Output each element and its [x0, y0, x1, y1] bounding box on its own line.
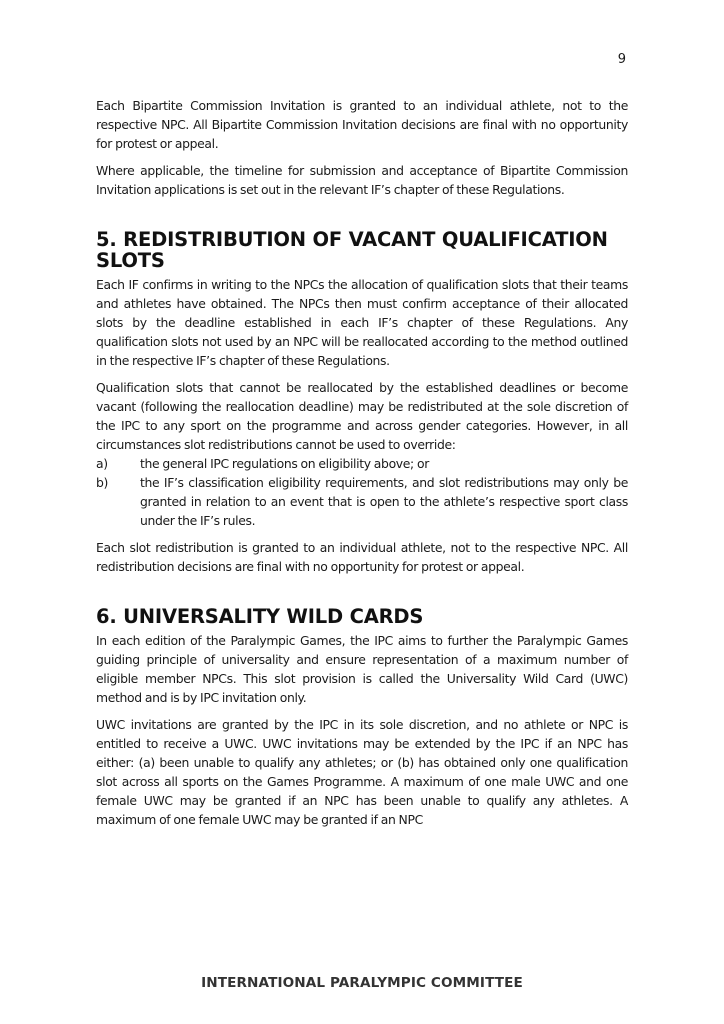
section-6-paragraph-1: In each edition of the Paralympic Games, the IPC aims to further the Paralympic Games guiding principle of universality and ensure representation of a maximum number of eligible member NPCs. This slot provision is called the Universality Wild Card (UWC) method and is by IPC invitation only.: [96, 633, 628, 705]
list-item: [96, 454, 628, 473]
section-6-heading: 6. UNIVERSALITY WILD CARDS: [96, 605, 424, 628]
section-5-paragraph-2: Qualification slots that cannot be reallocated by the established deadlines or become vacant (following the reallocation deadline) may be redistributed at the sole discretion of the IPC to any sport on the programme and across gender categories. However, in all circumstances slot redistributions cannot be used to override:: [96, 380, 628, 452]
page-number: 9: [617, 52, 626, 67]
list-marker: a): [96, 456, 108, 471]
override-list: [96, 454, 628, 530]
section-5-heading: 5. REDISTRIBUTION OF VACANT QUALIFICATION SLOTS: [96, 228, 608, 272]
list-item: [96, 473, 628, 530]
bipartite-paragraph-2: Where applicable, the timeline for submission and acceptance of Bipartite Commission Invitation applications is set out in the relevant IF’s chapter of these Regulations.: [96, 163, 628, 197]
footer-organization: INTERNATIONAL PARALYMPIC COMMITTEE: [201, 975, 523, 991]
list-item-text: the general IPC regulations on eligibility above; or: [140, 456, 429, 471]
document-body: [96, 96, 628, 837]
section-5-paragraph-3: Each slot redistribution is granted to an individual athlete, not to the respective NPC. All redistribution decisions are final with no opportunity for protest or appeal.: [96, 540, 628, 574]
list-item-text: the IF’s classification eligibility requirements, and slot redistributions may only be granted in relation to an event that is open to the athlete’s respective sport class under the IF’s rules.: [140, 475, 628, 528]
bipartite-paragraph-1: Each Bipartite Commission Invitation is granted to an individual athlete, not to the respective NPC. All Bipartite Commission Invitation decisions are final with no opportunity for protest or appeal.: [96, 98, 628, 151]
section-5-paragraph-1: Each IF confirms in writing to the NPCs the allocation of qualification slots that their teams and athletes have obtained. The NPCs then must confirm acceptance of their allocated slots by the deadline established in each IF’s chapter of these Regulations. Any qualification slots not used by an NPC will be reallocated according to the method outlined in the respective IF’s chapter of these Regulations.: [96, 277, 628, 368]
list-marker: b): [96, 475, 108, 490]
section-6-paragraph-2: UWC invitations are granted by the IPC in its sole discretion, and no athlete or NPC is entitled to receive a UWC. UWC invitations may be extended by the IPC if an NPC has either: (a) been unable to qualify any athletes; or (b) has obtained only one qualification slot across all sports on the Games Programme. A maximum of one male UWC and one female UWC may be granted if an NPC has been unable to qualify any athletes. A maximum of one female UWC may be granted if an NPC: [96, 717, 628, 827]
